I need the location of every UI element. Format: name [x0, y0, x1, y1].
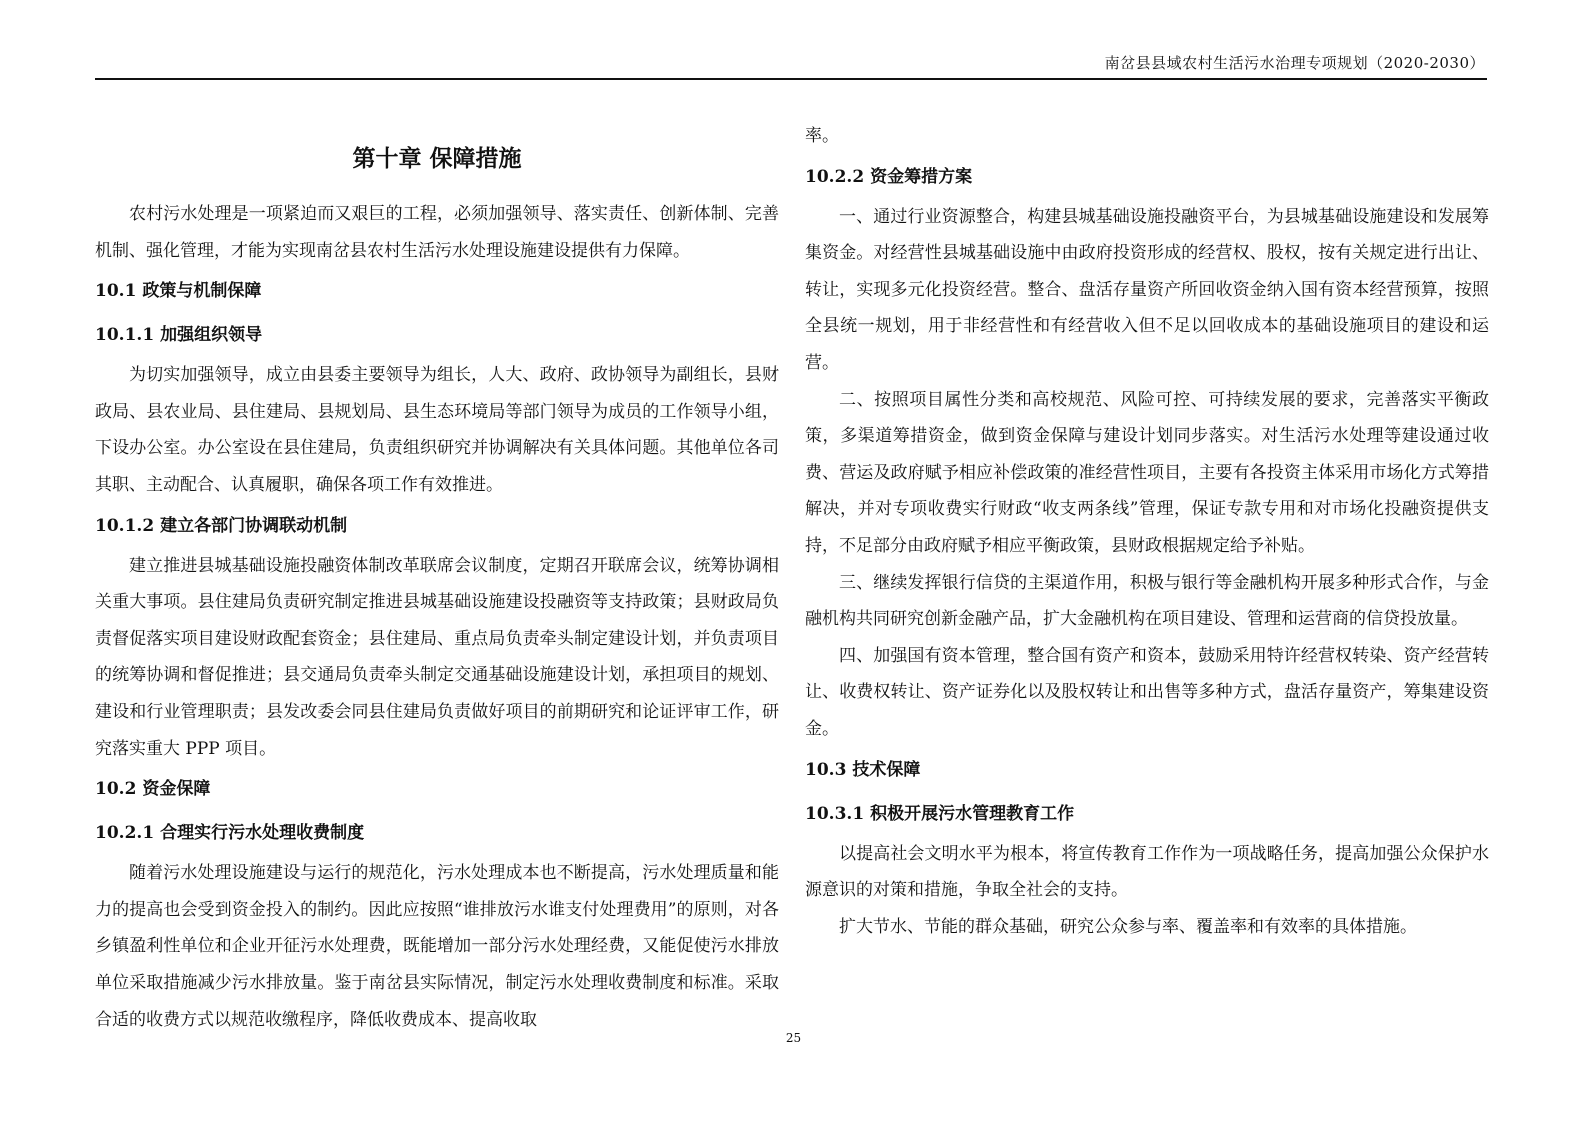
section-heading-10-2: 10.2 资金保障 [95, 779, 211, 800]
section-heading-10-1: 10.1 政策与机制保障 [95, 281, 262, 302]
paragraph-10-1-2: 建立推进县城基础设施投融资体制改革联席会议制度，定期召开联席会议，统筹协调相关重大事项。县住建局负责研究制定推进县城基础设施建设投融资等支持政策；县财政局负责督促落实项目建设财政配套资金；县住建局、重点局负责牵头制定建设计划，并负责项目的统筹协调和督促推进；县交通局负责牵头制定交通基础设施建设计划，承担项目的规划、建设和行业管理职责；县发改委会同县住建局负责做好项目的前期研究和论证评审工作，研究落实重大 PPP 项目。 [95, 555, 779, 759]
section-heading-10-2-2: 10.2.2 资金筹措方案 [805, 166, 973, 187]
page-number: 25 [785, 1031, 802, 1045]
paragraph-10-3-1-b: 扩大节水、节能的群众基础，研究公众参与率、覆盖率和有效率的具体措施。 [839, 916, 1417, 937]
right-column [805, 118, 1489, 945]
running-header: 南岔县县域农村生活污水治理专项规划（2020-2030） [1104, 54, 1485, 72]
chapter-title: 第十章 保障措施 [352, 145, 522, 172]
paragraph-10-2-1: 随着污水处理设施建设与运行的规范化，污水处理成本也不断提高，污水处理质量和能力的提高也会受到资金投入的制约。因此应按照“谁排放污水谁支付处理费用”的原则，对各乡镇盈利性单位和企业开征污水处理费，既能增加一部分污水处理经费，又能促使污水排放单位采取措施减少污水排放量。鉴于南岔县实际情况，制定污水处理收费制度和标准。采取合适的收费方式以规范收缴程序，降低收费成本、提高收取 [95, 863, 779, 1030]
section-heading-10-2-1: 10.2.1 合理实行污水处理收费制度 [95, 823, 365, 844]
section-heading-10-1-1: 10.1.1 加强组织领导 [95, 325, 263, 346]
section-heading-10-1-2: 10.1.2 建立各部门协调联动机制 [95, 515, 348, 536]
paragraph-funding-3: 三、继续发挥银行信贷的主渠道作用，积极与银行等金融机构开展多种形式合作，与金融机构共同研究创新金融产品，扩大金融机构在项目建设、管理和运营商的信贷投放量。 [805, 572, 1489, 630]
left-column [95, 118, 779, 1038]
paragraph-funding-4: 四、加强国有资本管理，整合国有资产和资本，鼓励采用特许经营权转染、资产经营转让、收费权转让、资产证券化以及股权转让和出售等多种方式，盘活存量资产，筹集建设资金。 [805, 645, 1489, 739]
chapter-intro-paragraph: 农村污水处理是一项紧迫而又艰巨的工程，必须加强领导、落实责任、创新体制、完善机制、强化管理，才能为实现南岔县农村生活污水处理设施建设提供有力保障。 [95, 204, 779, 261]
paragraph-continuation: 率。 [805, 126, 839, 146]
paragraph-funding-1: 一、通过行业资源整合，构建县城基础设施投融资平台，为县城基础设施建设和发展筹集资金。对经营性县城基础设施中由政府投资形成的经营权、股权，按有关规定进行出让、转让，实现多元化投资经营。整合、盘活存量资产所回收资金纳入国有资本经营预算，按照全县统一规划，用于非经营性和有经营收入但不足以回收成本的基础设施项目的建设和运营。 [805, 206, 1489, 373]
header-rule [95, 78, 1487, 80]
section-heading-10-3: 10.3 技术保障 [805, 759, 921, 780]
paragraph-10-1-1: 为切实加强领导，成立由县委主要领导为组长，人大、政府、政协领导为副组长，县财政局、县农业局、县住建局、县规划局、县生态环境局等部门领导为成员的工作领导小组，下设办公室。办公室设在县住建局，负责组织研究并协调解决有关具体问题。其他单位各司其职、主动配合、认真履职，确保各项工作有效推进。 [95, 365, 779, 495]
paragraph-10-3-1-a: 以提高社会文明水平为根本，将宣传教育工作作为一项战略任务，提高加强公众保护水源意识的对策和措施，争取全社会的支持。 [805, 843, 1489, 901]
paragraph-funding-2: 二、按照项目属性分类和高校规范、风险可控、可持续发展的要求，完善落实平衡政策，多渠道筹措资金，做到资金保障与建设计划同步落实。对生活污水处理等建设通过收费、营运及政府赋予相应补偿政策的准经营性项目，主要有各投资主体采用市场化方式筹措解决，并对专项收费实行财政“收支两条线”管理，保证专款专用和对市场化投融资提供支持，不足部分由政府赋予相应平衡政策，县财政根据规定给予补贴。 [805, 389, 1489, 556]
section-heading-10-3-1: 10.3.1 积极开展污水管理教育工作 [805, 803, 1075, 824]
